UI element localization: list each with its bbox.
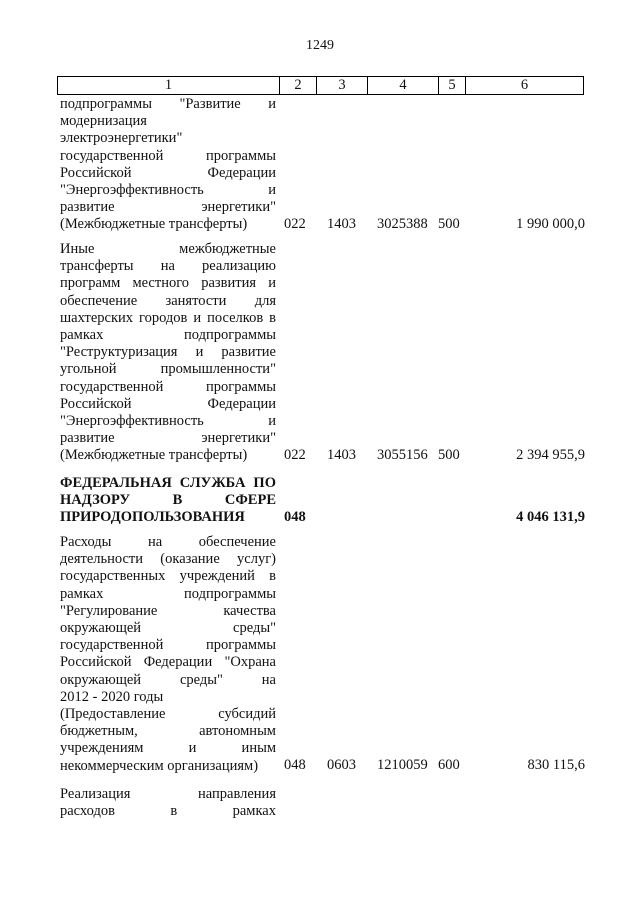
description-line: Расходы на обеспечение bbox=[60, 534, 276, 550]
row-description bbox=[60, 534, 276, 775]
description-line: ФЕДЕРАЛЬНАЯ СЛУЖБА ПО bbox=[60, 475, 276, 491]
expense-type-code: 500 bbox=[438, 216, 460, 232]
description-line: Российской Федерации bbox=[60, 395, 276, 412]
column-header-4: 4 bbox=[368, 77, 439, 95]
description-line: "Энергоэффективность и bbox=[60, 182, 276, 199]
section-code: 1403 bbox=[327, 447, 356, 463]
description-line: "Регулирование качества bbox=[60, 602, 276, 619]
description-line: некоммерческим организациям) bbox=[60, 757, 259, 774]
section-code: 1403 bbox=[327, 216, 356, 232]
description-line: обеспечение занятости для bbox=[60, 292, 276, 309]
expense-type-code: 600 bbox=[438, 757, 460, 773]
description-line: модернизация bbox=[60, 113, 147, 130]
description-line: государственной программы bbox=[60, 378, 276, 395]
description-line: окружающей среды" на bbox=[60, 671, 276, 688]
description-line: трансферты на реализацию bbox=[60, 258, 276, 275]
ministry-code: 022 bbox=[284, 216, 306, 232]
description-line: государственной программы bbox=[60, 147, 276, 164]
column-header-2: 2 bbox=[280, 77, 317, 95]
description-line: "Реструктуризация и развитие bbox=[60, 344, 276, 361]
description-line: программ местного развития и bbox=[60, 275, 276, 292]
table-header bbox=[57, 76, 584, 95]
expense-type-code: 500 bbox=[438, 447, 460, 463]
description-line: рамках подпрограммы bbox=[60, 585, 276, 602]
ministry-code: 048 bbox=[284, 757, 306, 773]
target-article-code: 3025388 bbox=[377, 216, 428, 232]
amount: 2 394 955,9 bbox=[516, 447, 585, 463]
ministry-code: 022 bbox=[284, 447, 306, 463]
description-line: учреждениям и иным bbox=[60, 740, 276, 757]
amount: 4 046 131,9 bbox=[516, 509, 585, 525]
description-line: подпрограммы "Развитие и bbox=[60, 96, 276, 112]
description-line: государственных учреждений в bbox=[60, 568, 276, 585]
column-header-1: 1 bbox=[58, 77, 280, 95]
description-line: государственной программы bbox=[60, 637, 276, 654]
description-line: электроэнергетики" bbox=[60, 130, 183, 147]
target-article-code: 3055156 bbox=[377, 447, 428, 463]
description-line: 2012 - 2020 годы bbox=[60, 688, 164, 705]
description-line: Иные межбюджетные bbox=[60, 241, 276, 257]
page-number: 1249 bbox=[306, 38, 334, 53]
description-line: Российской Федерации "Охрана bbox=[60, 654, 276, 671]
description-line: (Межбюджетные трансферты) bbox=[60, 447, 248, 464]
description-line: ПРИРОДОПОЛЬЗОВАНИЯ bbox=[60, 509, 245, 526]
description-line: "Энергоэффективность и bbox=[60, 413, 276, 430]
column-header-5: 5 bbox=[439, 77, 466, 95]
target-article-code: 1210059 bbox=[377, 757, 428, 773]
description-line: (Предоставление субсидий bbox=[60, 706, 276, 723]
ministry-code: 048 bbox=[284, 509, 306, 525]
row-description bbox=[60, 786, 276, 820]
description-line: окружающей среды" bbox=[60, 620, 276, 637]
amount: 830 115,6 bbox=[527, 757, 585, 773]
description-line: НАДЗОРУ В СФЕРЕ bbox=[60, 492, 276, 509]
section-title bbox=[60, 475, 276, 527]
description-line: Российской Федерации bbox=[60, 164, 276, 181]
description-line: развитие энергетики" bbox=[60, 430, 276, 447]
column-header-6: 6 bbox=[466, 77, 584, 95]
description-line: развитие энергетики" bbox=[60, 199, 276, 216]
row-description bbox=[60, 241, 276, 465]
row-description bbox=[60, 96, 276, 234]
description-line: рамках подпрограммы bbox=[60, 327, 276, 344]
description-line: угольной промышленности" bbox=[60, 361, 276, 378]
section-code: 0603 bbox=[327, 757, 356, 773]
description-line: шахтерских городов и поселков в bbox=[60, 309, 276, 326]
description-line: деятельности (оказание услуг) bbox=[60, 551, 276, 568]
description-line: Реализация направления bbox=[60, 786, 276, 802]
description-line: (Межбюджетные трансферты) bbox=[60, 216, 248, 233]
description-line: бюджетным, автономным bbox=[60, 723, 276, 740]
amount: 1 990 000,0 bbox=[516, 216, 585, 232]
description-line: расходов в рамках bbox=[60, 803, 276, 820]
column-header-3: 3 bbox=[317, 77, 368, 95]
